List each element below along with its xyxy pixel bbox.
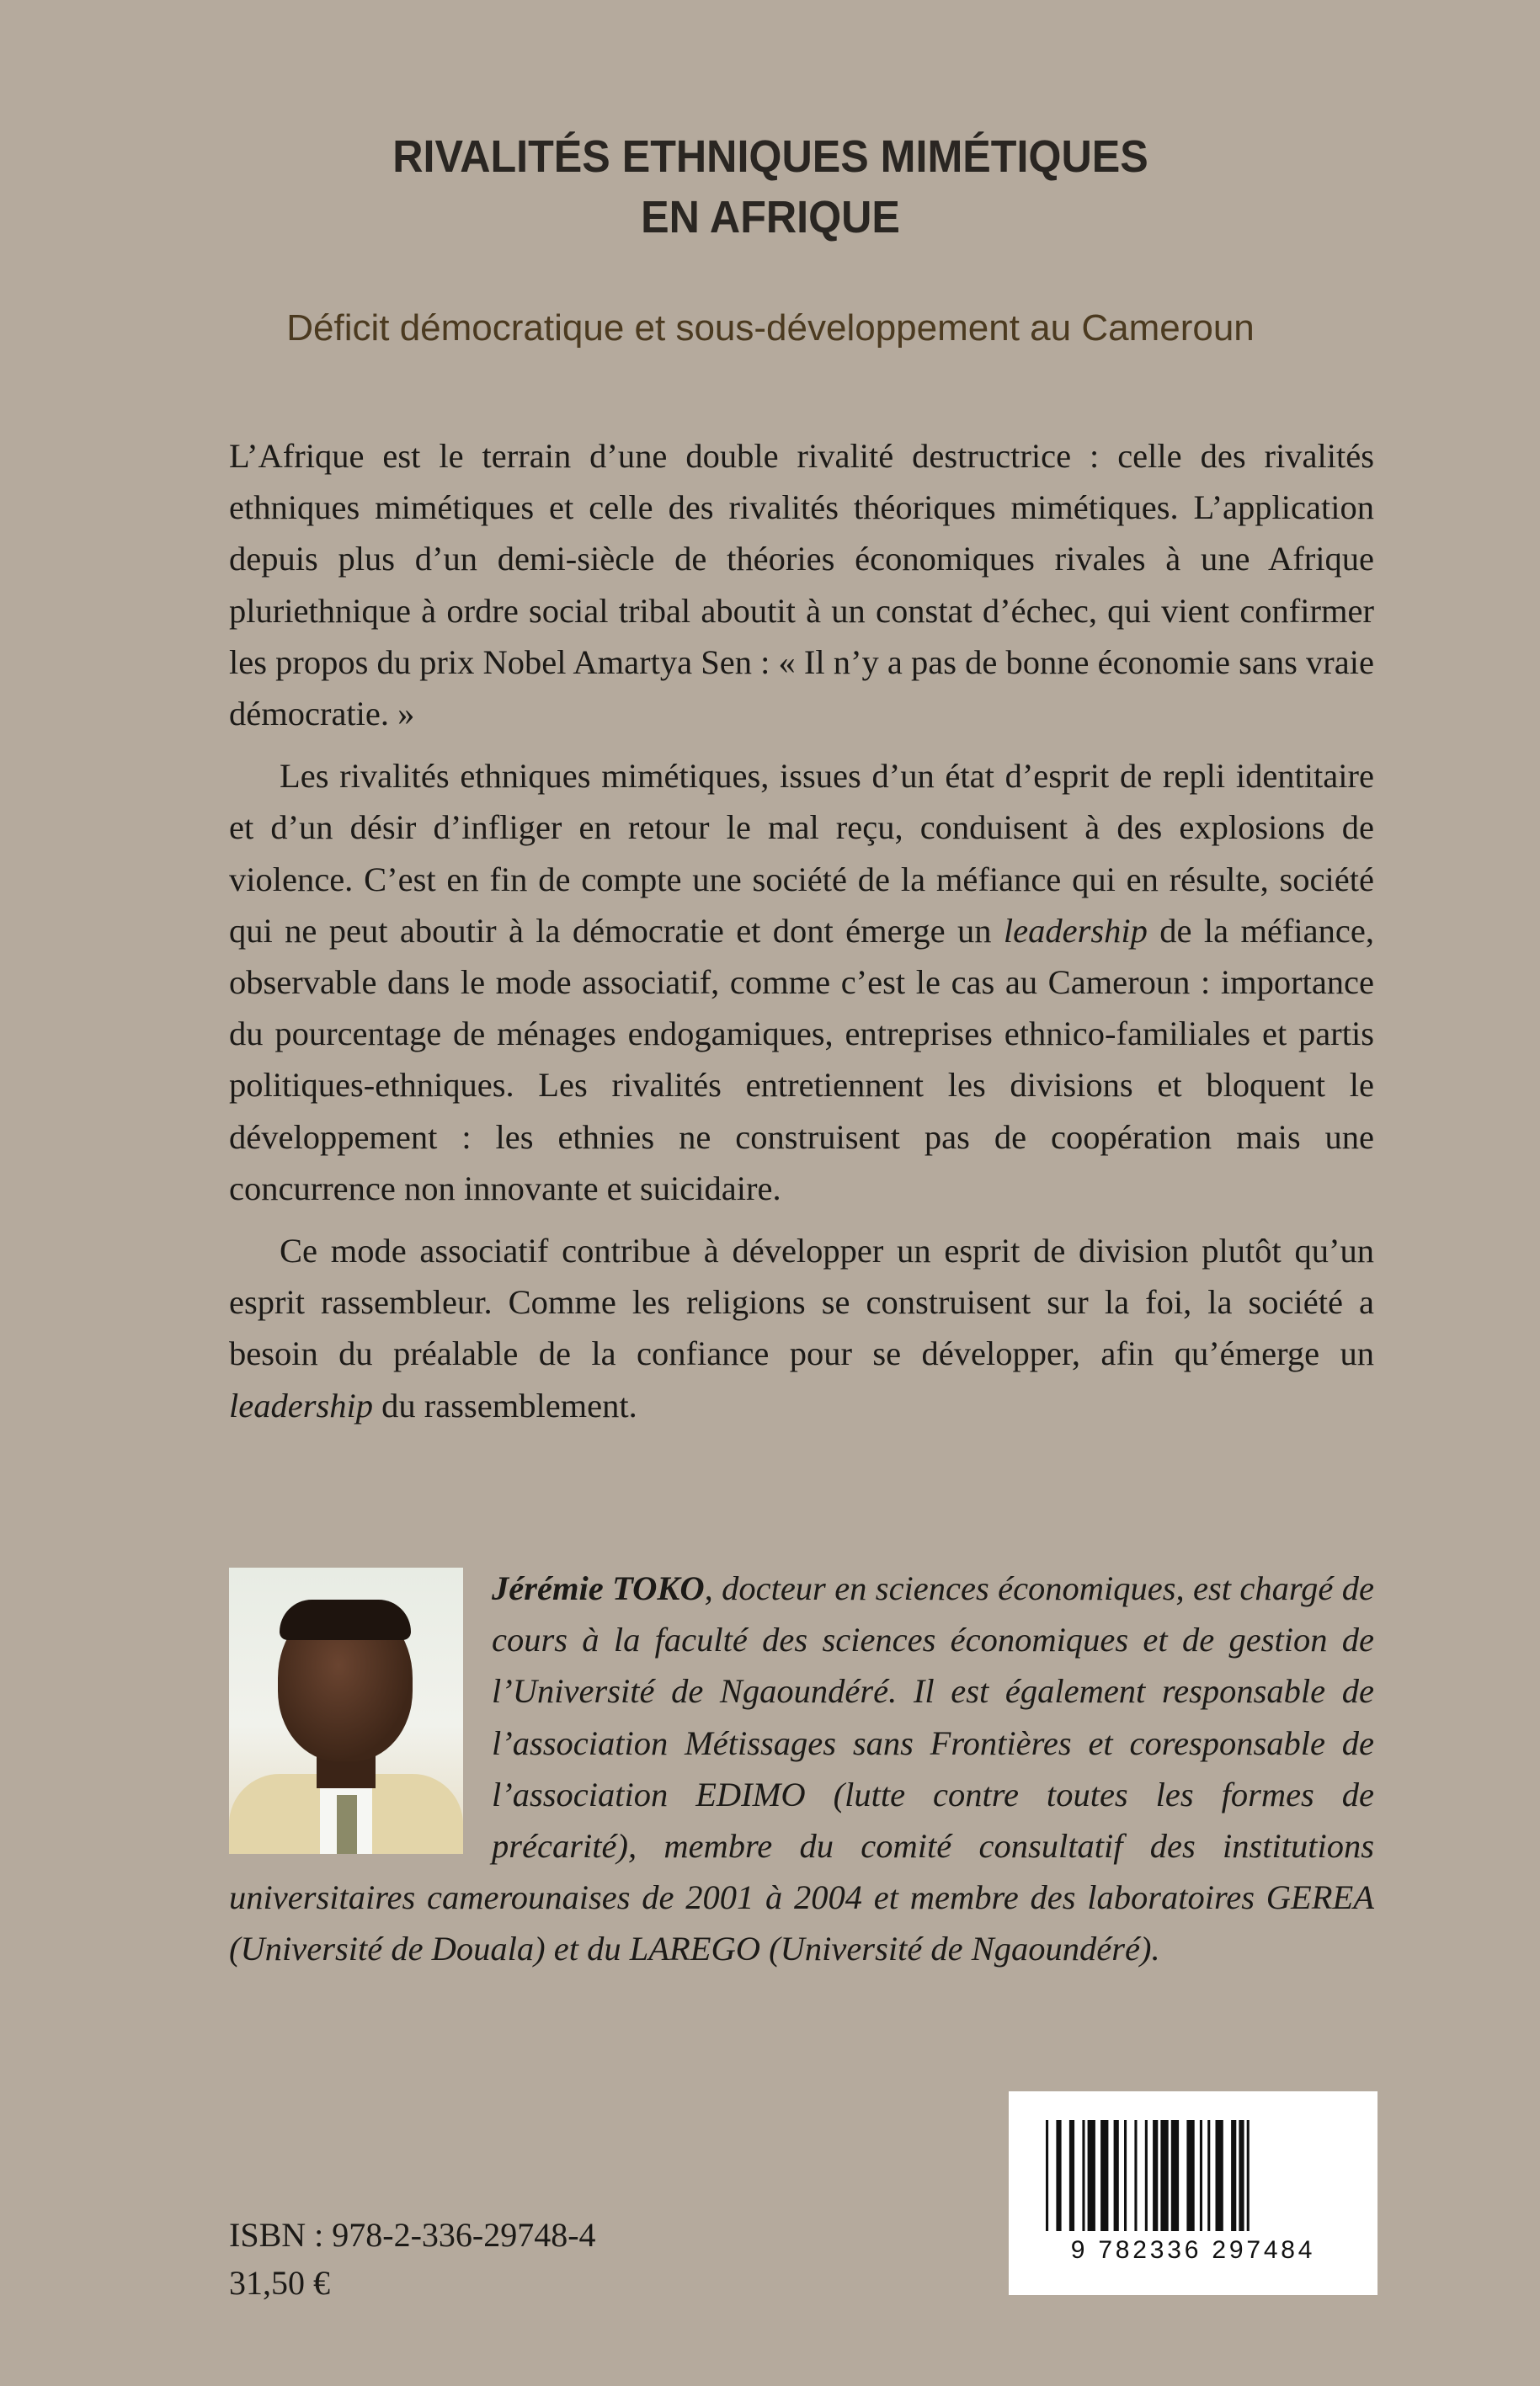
barcode-bar: [1216, 2120, 1223, 2231]
barcode-bar: [1100, 2120, 1108, 2231]
barcode-bar: [1134, 2120, 1137, 2231]
barcode-bar: [1247, 2120, 1250, 2231]
barcode-bar: [1046, 2120, 1048, 2231]
blurb-p3-text-b: du rassemblement.: [372, 1386, 637, 1425]
blurb-paragraph-3: [229, 1225, 1374, 1431]
barcode-bar: [1082, 2120, 1084, 2231]
blurb-p3-emphasis: leadership: [229, 1386, 373, 1425]
author-bio-text: , docteur en sciences économiques, est chargé de cours à la faculté des sciences économiques et de gestion de l’Université de Ngaoundéré. Il est également responsable de l’association Métissages sans Frontières et coresponsable de l’association EDIMO (lutte contre toutes les formes de précarité), membre du comité consultatif des institutions universitaires camerounaises de 2001 à 2004 et membre des laboratoires GEREA (Université de Douala) et du LAREGO (Université de Ngaoundéré).: [229, 1569, 1374, 1968]
blurb-p2-text-b: de la méfiance, observable dans le mode associatif, comme c’est le cas au Cameroun : importance du pourcentage de ménages endogamiques, entreprises ethnico-familiales et partis politiques-ethniques. Les rivalités entretiennent les divisions et bloquent le développement : les ethnies ne construisent pas de coopération mais une concurrence non innovante et suicidaire.: [229, 911, 1374, 1207]
book-subtitle: Déficit démocratique et sous-développement au Cameroun: [286, 307, 1255, 349]
author-photo-spacer: [229, 1563, 492, 1857]
barcode-bar: [1069, 2120, 1074, 2231]
barcode-digits: 9 782336 297484: [1070, 2236, 1316, 2264]
book-title-line-1: RIVALITÉS ETHNIQUES MIMÉTIQUES: [392, 131, 1148, 182]
blurb: [229, 430, 1374, 1442]
barcode-bar: [1153, 2120, 1158, 2231]
barcode-bar: [1231, 2120, 1236, 2231]
barcode-bar: [1207, 2120, 1210, 2231]
blurb-paragraph-1: L’Afrique est le terrain d’une double rivalité destructrice : celle des rivalités ethniques mimétiques et celle des rivalités théoriques mimétiques. L’application depuis plus d’un demi-siècle de théories économiques rivales à une Afrique pluriethnique à ordre social tribal aboutit à un constat d’échec, qui vient confirmer les propos du prix Nobel Amartya Sen : « Il n’y a pas de bonne économie sans vraie démocratie. »: [229, 437, 1374, 733]
barcode-bar: [1088, 2120, 1095, 2231]
barcode-bar: [1186, 2120, 1194, 2231]
barcode-bar: [1124, 2120, 1127, 2231]
book-title-line-2: EN AFRIQUE: [641, 192, 900, 242]
barcode-bar: [1114, 2120, 1119, 2231]
blurb-p2-emphasis: leadership: [1003, 911, 1148, 950]
author-name: Jérémie TOKO: [492, 1569, 705, 1607]
barcode-bar: [1200, 2120, 1202, 2231]
barcode-bar: [1056, 2120, 1061, 2231]
barcode: [1009, 2091, 1377, 2295]
blurb-p3-text-a: Ce mode associatif contribue à développer un esprit de division plutôt qu’un esprit rassembleur. Comme les religions se construisent sur la foi, la société a besoin du préalable de la confiance pour se développer, afin qu’émerge un: [229, 1232, 1374, 1373]
book-title: [27, 126, 1515, 248]
barcode-bar: [1160, 2120, 1168, 2231]
barcode-bar: [1145, 2120, 1148, 2231]
blurb-paragraph-2: [229, 750, 1374, 1214]
author-bio: [229, 1563, 1374, 1975]
barcode-bar: [1239, 2120, 1244, 2231]
price: 31,50 €: [229, 2264, 330, 2302]
blurb-p2-text-a: Les rivalités ethniques mimétiques, issues d’un état d’esprit de repli identitaire et d’un désir d’infliger en retour le mal reçu, conduisent à des explosions de violence. C’est en fin de compte une société de la méfiance qui en résulte, société qui ne peut aboutir à la démocratie et dont émerge un: [229, 757, 1374, 950]
isbn: ISBN : 978-2-336-29748-4: [229, 2216, 596, 2254]
barcode-bar: [1171, 2120, 1179, 2231]
